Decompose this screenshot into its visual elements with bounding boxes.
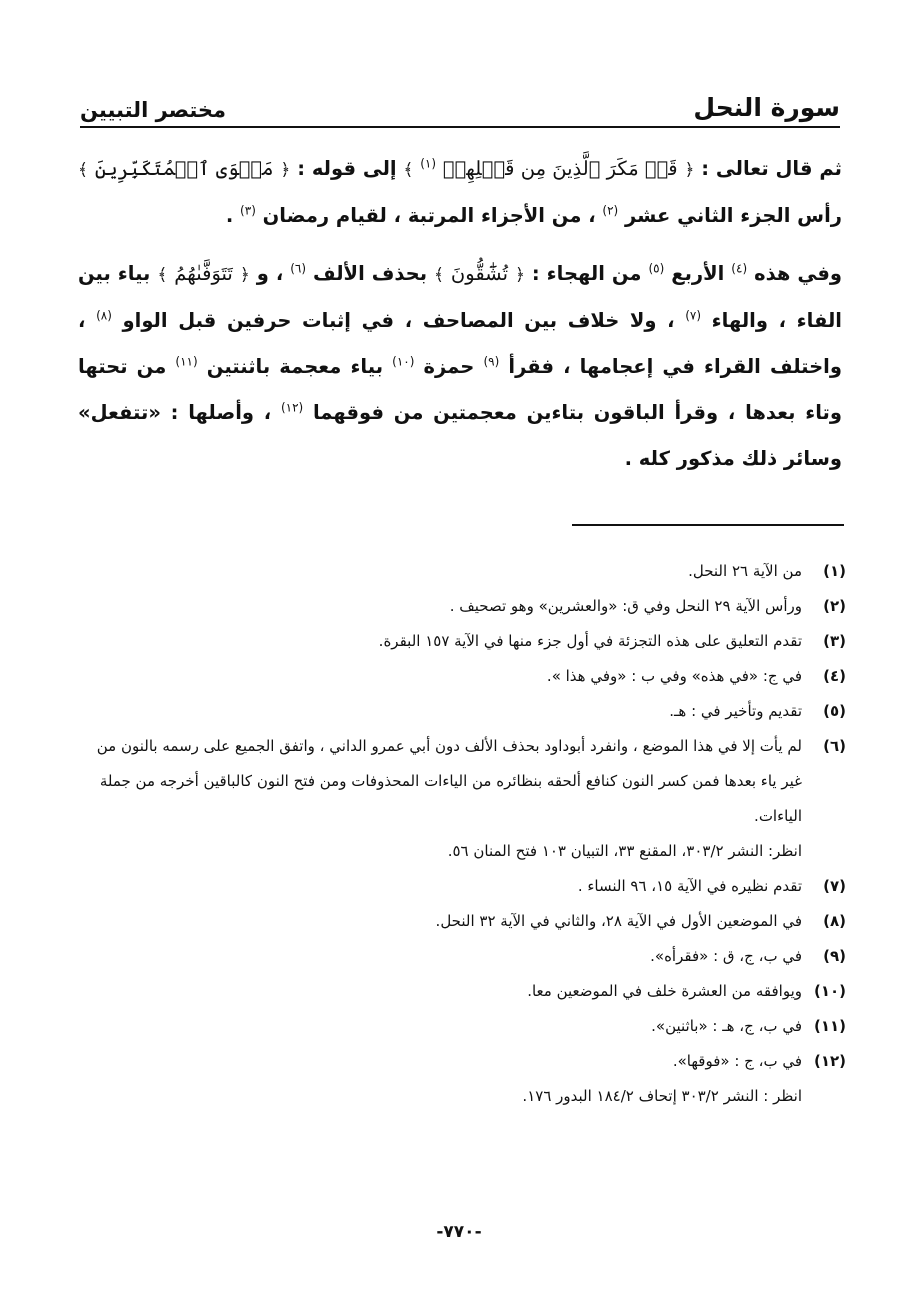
footnote-text: في ج: «في هذه» وفي ب : «وفي هذا ». (546, 667, 802, 685)
text-run: رأس الجزء الثاني عشر (618, 204, 842, 227)
verse-bracket-open: ﴿ (239, 265, 250, 285)
footnote-ref: (٣) (240, 203, 256, 218)
footnote-text: في الموضعين الأول في الآية ٢٨، والثاني في الآية ٣٢ النحل. (435, 912, 802, 930)
footnote-text: من الآية ٢٦ النحل. (688, 562, 802, 580)
footnote-item (80, 554, 846, 589)
footnote-text: تقدم نظيره في الآية ١٥، ٩٦ النساء . (577, 877, 802, 895)
text-run: من تحتها وتاء بعدها ، وقرأ الباقون بتاءين معجمتين من فوقهما (78, 355, 842, 424)
text-run: ، من الأجزاء المرتبة ، لقيام رمضان (255, 204, 596, 227)
verse-bracket-open: ﴿ (280, 160, 291, 180)
footnote-text: تقديم وتأخير في : هـ. (669, 702, 802, 720)
verse-bracket-close: ﴾ (78, 160, 88, 180)
footnote-number: (٢) (823, 597, 846, 615)
footnote-item (80, 659, 846, 694)
footnote-text: انظر: النشر ٣٠٣/٢، المقنع ٣٣، التبيان ١٠٣ فتح المنان ٥٦. (447, 842, 802, 860)
text-run: ، واختلف القراء في إعجامها ، فقرأ (78, 309, 842, 378)
footnote-item (80, 694, 846, 729)
footnote-number: (٩) (823, 947, 846, 965)
footnote-ref: (٤) (731, 261, 748, 276)
surah-title: سورة النحل (693, 93, 840, 122)
text-run: ، وأصلها : «تتفعل» وسائر ذلك مذكور كله . (78, 401, 842, 470)
footnote-text: ويوافقه من العشرة خلف في الموضعين معا. (527, 982, 802, 1000)
footnote-number: (٧) (823, 877, 846, 895)
verse-bracket-close: ﴾ (403, 160, 414, 180)
footnote-ref: (٦) (290, 261, 307, 276)
footnote-ref: (١) (420, 156, 437, 171)
footnote-item (80, 1009, 846, 1044)
footnote-number: (١٠) (813, 982, 846, 1000)
text-run: بياء بين الفاء ، والهاء (78, 262, 842, 332)
footnote-item (80, 869, 846, 904)
footnote-ref: (٨) (96, 308, 112, 323)
footnote-number: (١) (823, 562, 846, 580)
quran-verse: تُشَٰٓقُّونَ (450, 262, 509, 285)
text-run: . (225, 204, 234, 227)
footnote-item (80, 624, 846, 659)
text-run: ، و (256, 262, 284, 285)
text-run: بحذف الألف (306, 262, 428, 285)
verse-bracket-open: ﴿ (514, 265, 525, 285)
paragraph-2 (78, 251, 842, 482)
footnote-number: (١٢) (813, 1052, 846, 1070)
footnote-separator (572, 524, 844, 526)
main-text (78, 146, 842, 482)
paragraph-1 (78, 146, 842, 239)
footnote-item (80, 904, 846, 939)
text-run: حمزة (414, 355, 475, 378)
page-number: -٧٧٠- (436, 1222, 482, 1242)
verse-bracket-close: ﴾ (157, 265, 168, 285)
footnote-item (80, 729, 846, 834)
text-run: ثم قال تعالى : (694, 157, 842, 180)
quran-verse: قَدۡ مَكَرَ ٱلَّذِينَ مِن قَبۡلِهِمۡ (442, 157, 678, 180)
text-run: وفي هذه (747, 262, 842, 285)
footnote-item (80, 939, 846, 974)
footnote-ref: (٥) (648, 261, 665, 276)
verse-bracket-open: ﴿ (684, 160, 695, 180)
footnote-ref: (٩) (483, 354, 500, 369)
text-run: ، ولا خلاف بين المصاحف ، في إثبات حرفين قبل الواو (111, 309, 675, 332)
footnote-item (80, 589, 846, 624)
footnote-text: تقدم التعليق على هذه التجزئة في أول جزء منها في الآية ١٥٧ البقرة. (378, 632, 802, 650)
text-run: إلى قوله : (290, 157, 397, 180)
footnotes (80, 554, 846, 1114)
footnote-item (80, 834, 846, 869)
footnote-ref: (٢) (602, 203, 619, 218)
footnote-text: في ب، ج، هـ : «باثنين». (651, 1017, 802, 1035)
footnote-number: (١١) (813, 1017, 846, 1035)
footnote-item (80, 974, 846, 1009)
footnote-ref: (١١) (175, 354, 198, 369)
quran-verse: مَثۡوَى ٱلۡمُتَكَبِّرِينَ (94, 157, 274, 180)
footnote-text: لم يأت إلا في هذا الموضع ، وانفرد أبوداود بحذف الألف دون أبي عمرو الداني ، واتفق الجميع على رسمه بالنون من غير ياء بعدها فمن كسر النون كنافع ألحقه بنظائره من الياءات المحذوفات ومن فتح النون كالباقين أخرجه من جملة الياءات. (96, 737, 802, 825)
footnote-item (80, 1079, 846, 1114)
footnote-number: (٣) (823, 632, 846, 650)
header-rule (80, 126, 840, 128)
running-header (80, 78, 840, 122)
quran-verse: تَتَوَفَّىٰهُمُ (174, 262, 233, 285)
text-run: من الهجاء : (524, 262, 642, 285)
footnote-text: انظر : النشر ٣٠٣/٢ إتحاف ١٨٤/٢ البدور ١٧٦. (522, 1087, 802, 1105)
footnote-item (80, 1044, 846, 1079)
footnote-ref: (٧) (685, 308, 702, 323)
footnote-ref: (١٠) (392, 354, 415, 369)
footnote-ref: (١٢) (280, 400, 304, 415)
verse-bracket-close: ﴾ (433, 265, 444, 285)
footnote-number: (٨) (823, 912, 846, 930)
footnote-number: (٤) (823, 667, 846, 685)
footnote-number: (٦) (823, 737, 846, 755)
footnote-text: في ب، ج : «فوقها». (672, 1052, 802, 1070)
book-title: مختصر التبيين (80, 98, 227, 122)
footnote-text: في ب، ج، ق : «فقرأه». (650, 947, 802, 965)
text-run: الأربع (664, 262, 725, 285)
text-run: بياء معجمة باثنتين (197, 355, 384, 378)
footnote-number: (٥) (823, 702, 846, 720)
footnote-text: ورأس الآية ٢٩ النحل وفي ق: «والعشرين» وهو تصحيف . (449, 597, 802, 615)
